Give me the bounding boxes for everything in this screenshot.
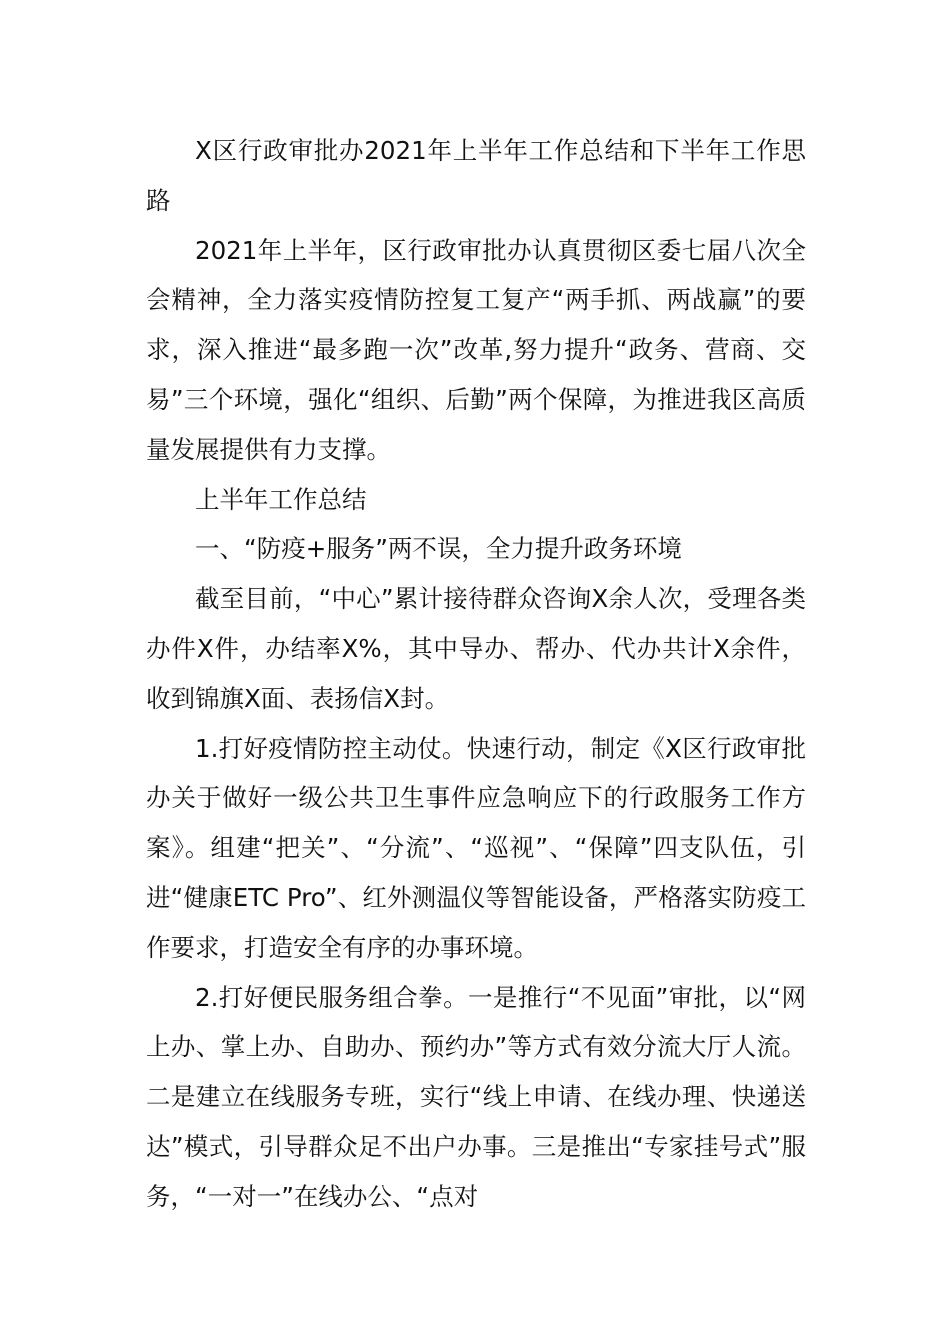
paragraph-statistics: 截至目前，“中心”累计接待群众咨询X余人次，受理各类办件X件，办结率X%，其中导办、帮办、代办共计X余件，收到锦旗X面、表扬信X封。: [146, 584, 806, 713]
paragraph-intro: 2021年上半年，区行政审批办认真贯彻区委七届八次全会精神，全力落实疫情防控复工复产“两手抓、两战赢”的要求，深入推进“最多跑一次”改革,努力提升“政务、营商、交易”三个环境，强化“组织、后勤”两个保障，为推进我区高质量发展提供有力支撑。: [146, 235, 806, 464]
section-heading-summary: 上半年工作总结: [195, 484, 367, 514]
paragraph-item-1: 1.打好疫情防控主动仗。快速行动，制定《X区行政审批办关于做好一级公共卫生事件应急响应下的行政服务工作方案》。组建“把关”、“分流”、“巡视”、“保障”四支队伍，引进“健康ETC Pro”、红外测温仪等智能设备，严格落实防疫工作要求，打造安全有序的办事环境。: [146, 733, 806, 962]
paragraph-item-2: 2.打好便民服务组合拳。一是推行“不见面”审批，以“网上办、掌上办、自助办、预约办”等方式有效分流大厅人流。二是建立在线服务专班，实行“线上申请、在线办理、快递送达”模式，引导群众足不出户办事。三是推出“专家挂号式”服务，“一对一”在线办公、“点对: [146, 982, 806, 1211]
section-heading-one: 一、“防疫+服务”两不误，全力提升政务环境: [195, 534, 682, 564]
document-title: X区行政审批办2021年上半年工作总结和下半年工作思路: [146, 136, 806, 215]
document-body: [146, 126, 806, 1222]
